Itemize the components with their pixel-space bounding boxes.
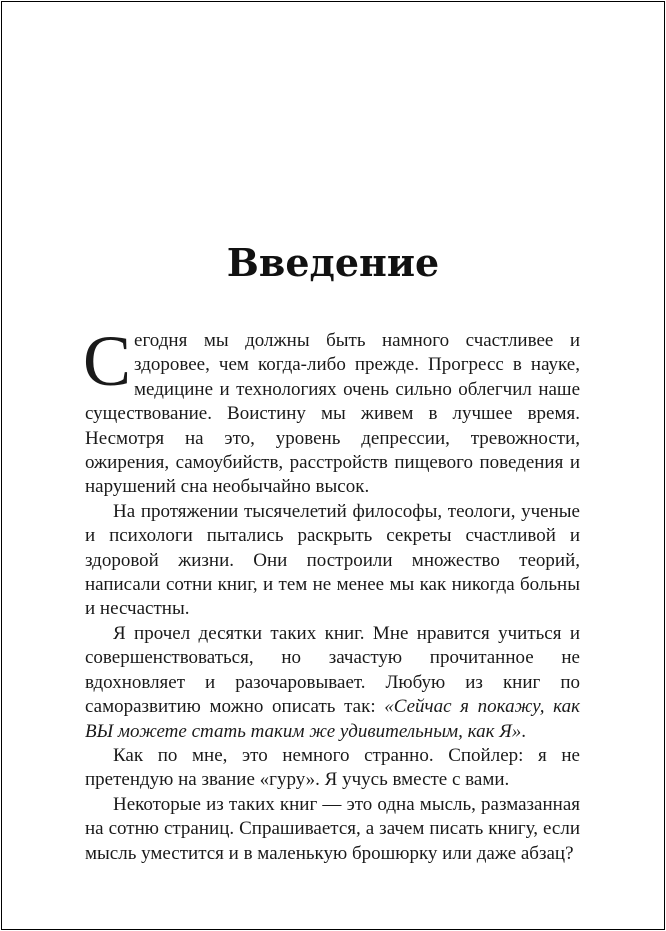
paragraph-3-end: .	[521, 720, 526, 742]
paragraph-3	[85, 622, 580, 744]
chapter-title: Введение	[226, 240, 440, 285]
paragraph-2-text: На протяжении тысячелетий философы, теологи, ученые и психологи пытались раскрыть секреты счастливой и здоровой жизни. Они построили множество теорий, написали сотни книг, и тем не менее мы как никогда больны и несчастны.	[85, 500, 580, 620]
chapter-body	[83, 321, 580, 866]
paragraph-1	[83, 321, 580, 500]
paragraph-3-text: Я прочел десятки таких книг. Мне нравится учиться и совершенствоваться, но зачастую прочитанное не вдохновляет и разочаровывает. Любую из книг по саморазвитию можно описать так:	[85, 622, 580, 718]
self-help-quote: «Сейчас я покажу, как ВЫ можете стать таким же удивительным, как Я»	[85, 696, 580, 742]
drop-cap: С	[83, 321, 132, 401]
paragraph-5	[85, 793, 580, 866]
paragraph-2	[85, 500, 580, 622]
book-page	[1, 1, 665, 930]
paragraph-5-text: Некоторые из таких книг — это одна мысль, размазанная на сотню страниц. Спрашивается, а зачем писать книгу, если мысль уместится и в маленькую брошюрку или даже абзац?	[85, 793, 580, 864]
paragraph-4-text: Как по мне, это немного странно. Спойлер: я не претендую на звание «гуру». Я учусь вместе с вами.	[85, 744, 580, 791]
paragraph-1-text: егодня мы должны быть намного счастливее и здоровее, чем когда-либо прежде. Прогресс в науке, медицине и технологиях очень сильно облегчил наше существование. Воистину мы живем в лучшее время. Несмотря на это, уровень депрессии, тревожности, ожирения, самоубийств, расстройств пищевого поведения и нарушений сна необычайно высок.	[85, 330, 580, 498]
paragraph-4	[85, 744, 580, 793]
